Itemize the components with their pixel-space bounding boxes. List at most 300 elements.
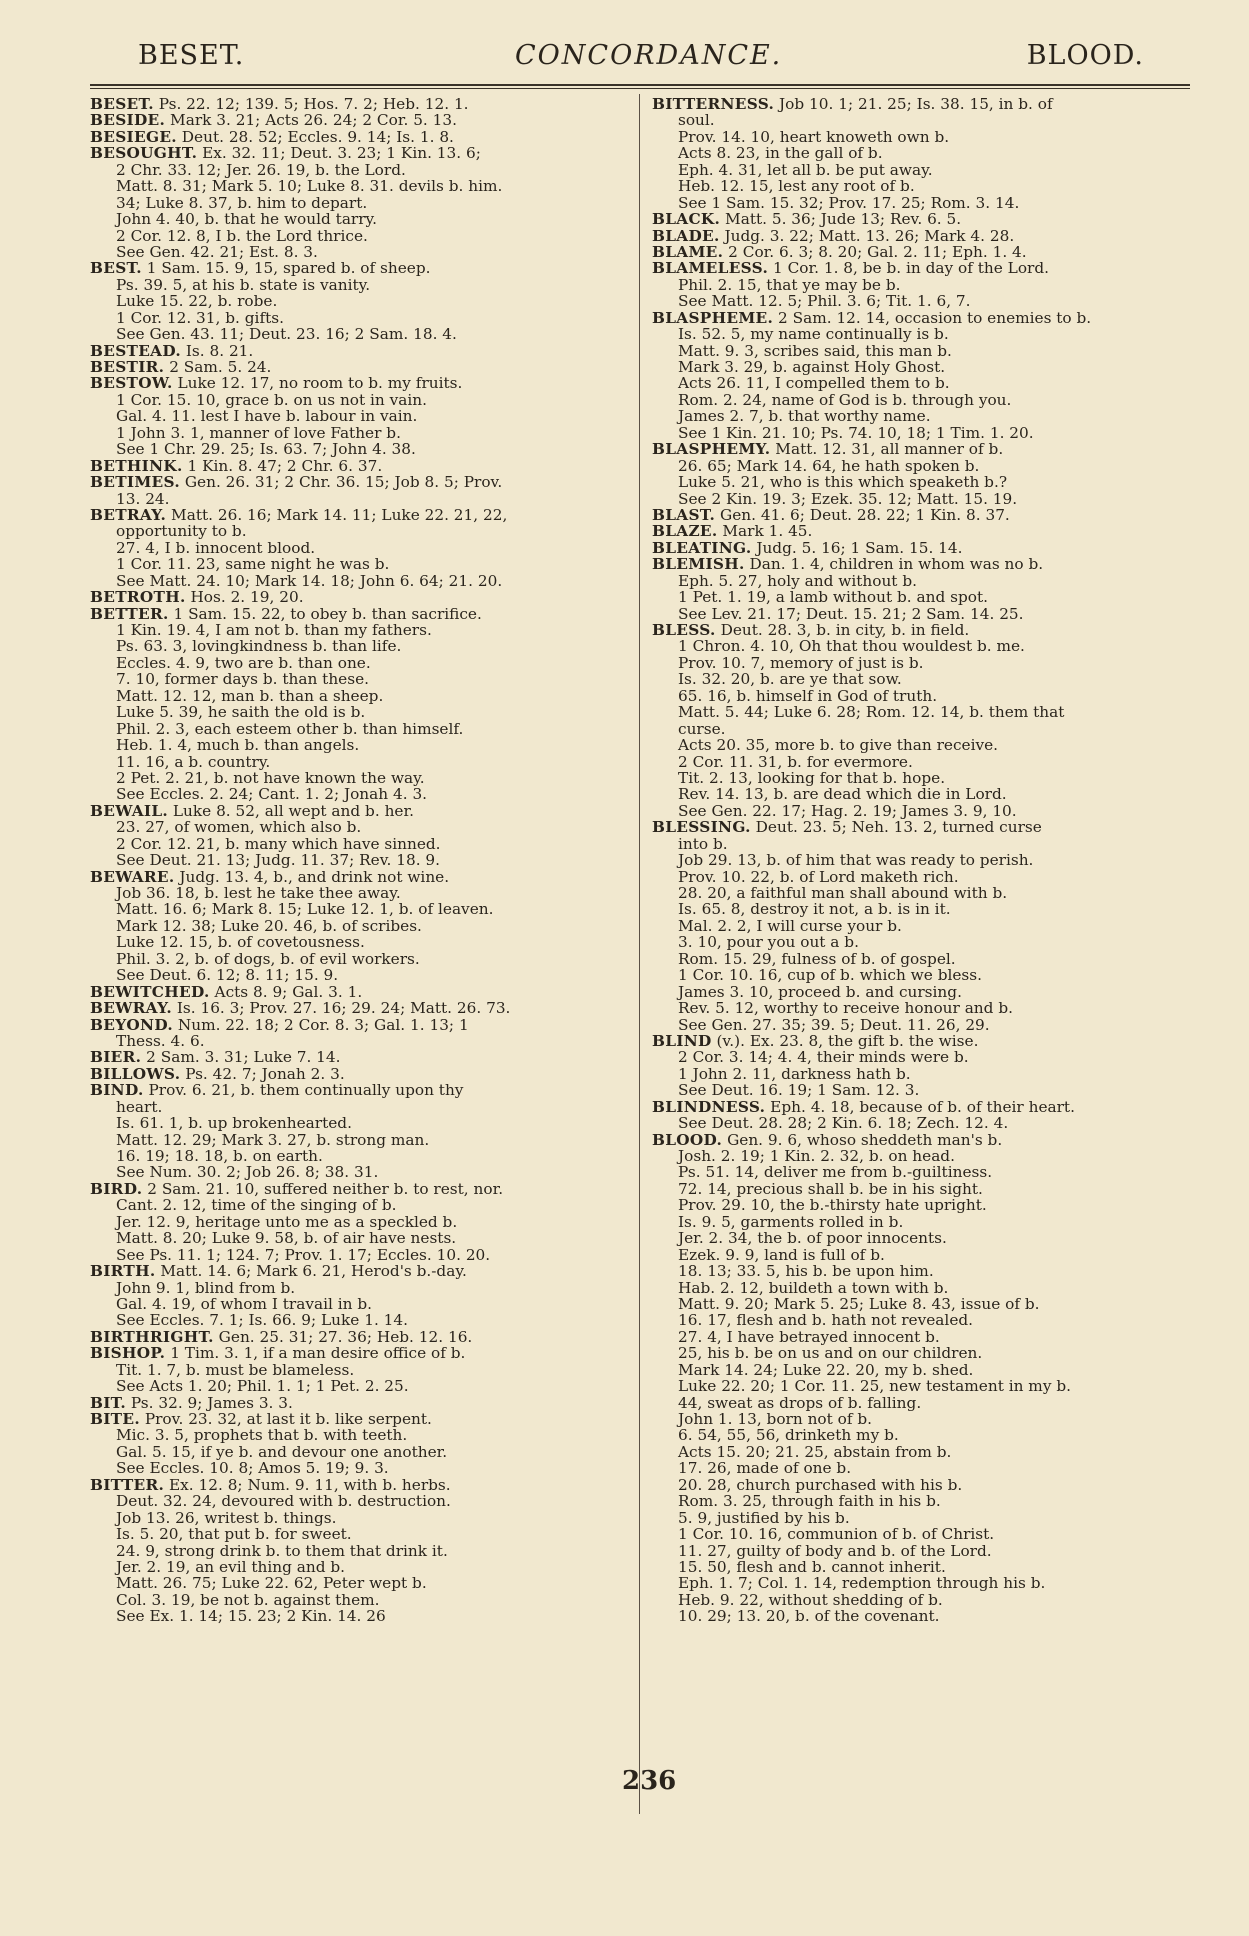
reference-text: Matt. 5. 36; Jude 13; Rev. 6. 5. <box>725 211 962 228</box>
reference-text: 44, sweat as drops of b. falling. <box>678 1394 922 1411</box>
entry-continuation-line <box>90 491 635 507</box>
entry-headword-line <box>90 458 635 474</box>
reference-text: Acts 15. 20; 21. 25, abstain from b. <box>678 1443 952 1461</box>
reference-text: Jer. 2. 34, the b. of poor innocents. <box>678 1230 947 1247</box>
entry-continuation-line <box>652 1510 1197 1526</box>
reference-text: Rev. 5. 12, worthy to receive honour and b. <box>678 1000 1013 1017</box>
entry-continuation-line <box>652 836 1197 852</box>
entry-continuation-line <box>652 1608 1197 1624</box>
entry-continuation-line <box>90 244 635 260</box>
entry-continuation-line <box>652 852 1197 868</box>
reference-text: See Matt. 24. 10; Mark 14. 18; John 6. 64; 21. 20. <box>116 572 503 590</box>
reference-text: Deut. 28. 52; Eccles. 9. 14; Is. 1. 8. <box>181 128 454 146</box>
entry-headword-line <box>652 622 1197 638</box>
reference-text: 23. 27, of women, which also b. <box>116 819 362 836</box>
entry-continuation-line <box>90 540 635 556</box>
entry-continuation-line <box>652 1181 1197 1197</box>
reference-text: 5. 9, justified by his b. <box>678 1509 850 1527</box>
entry-continuation-line <box>90 392 635 408</box>
entry-continuation-line <box>90 721 635 737</box>
headword: BEWARE. <box>90 868 175 885</box>
reference-text: Acts 26. 11, I compelled them to b. <box>678 375 950 392</box>
reference-text: 1 Cor. 15. 10, grace b. on us not in vain. <box>116 391 428 409</box>
entry-continuation-line <box>90 326 635 342</box>
entry-headword-line <box>90 1017 635 1033</box>
entry-continuation-line <box>652 343 1197 359</box>
headword: BESTOW. <box>90 375 173 392</box>
entry-continuation-line <box>652 392 1197 408</box>
headword: BESIEGE. <box>90 128 177 146</box>
entry-headword-line <box>90 984 635 1000</box>
reference-text: See Ex. 1. 14; 15. 23; 2 Kin. 14. 26 <box>116 1608 386 1625</box>
entry-continuation-line <box>90 277 635 293</box>
entry-continuation-line <box>652 1362 1197 1378</box>
headword: BIRTH. <box>90 1263 156 1280</box>
reference-text: 1 Kin. 19. 4, I am not b. than my fathers. <box>116 622 432 639</box>
reference-text: Judg. 5. 16; 1 Sam. 15. 14. <box>756 539 963 557</box>
headword: BIRD. <box>90 1180 143 1198</box>
reference-text: 20. 28, church purchased with his b. <box>678 1476 963 1494</box>
entry-headword-line <box>90 1329 635 1345</box>
entry-continuation-line <box>652 951 1197 967</box>
reference-text: See Deut. 16. 19; 1 Sam. 12. 3. <box>678 1082 920 1099</box>
reference-text: Is. 61. 1, b. up brokenhearted. <box>116 1115 352 1132</box>
entry-continuation-line <box>652 1230 1197 1246</box>
entry-continuation-line <box>652 573 1197 589</box>
reference-text: Prov. 23. 32, at last it b. like serpent. <box>144 1411 432 1428</box>
headword: BLINDNESS. <box>652 1098 766 1116</box>
headword: BLAST. <box>652 506 716 524</box>
headword: BLAZE. <box>652 523 718 540</box>
reference-text: Gal. 4. 19, of whom I travail in b. <box>116 1295 373 1313</box>
page-number: 236 <box>622 1766 677 1796</box>
reference-text: Mark 3. 21; Acts 26. 24; 2 Cor. 5. 13. <box>170 112 457 129</box>
entry-continuation-line <box>90 1247 635 1263</box>
entry-continuation-line <box>652 1049 1197 1065</box>
entry-continuation-line <box>652 178 1197 194</box>
reference-text: See Gen. 42. 21; Est. 8. 3. <box>116 243 318 261</box>
reference-text: Luke 5. 21, who is this which speaketh b.? <box>678 474 1008 491</box>
entry-continuation-line <box>652 408 1197 424</box>
entry-continuation-line <box>652 1066 1197 1082</box>
entry-continuation-line <box>652 671 1197 687</box>
reference-text: Luke 12. 17, no room to b. my fruits. <box>177 375 463 392</box>
entry-continuation-line <box>90 228 635 244</box>
entry-continuation-line <box>90 819 635 835</box>
reference-text: Job 36. 18, b. lest he take thee away. <box>116 885 401 902</box>
reference-text: Eccles. 4. 9, two are b. than one. <box>116 654 371 672</box>
entry-continuation-line <box>90 178 635 194</box>
reference-text: soul. <box>678 112 715 129</box>
entry-continuation-line <box>652 786 1197 802</box>
entry-headword-line <box>90 606 635 622</box>
entry-continuation-line <box>652 425 1197 441</box>
headword: BESTEAD. <box>90 342 181 359</box>
entry-headword-line <box>90 343 635 359</box>
reference-text: Judg. 13. 4, b., and drink not wine. <box>179 868 450 885</box>
entry-headword-line <box>90 129 635 145</box>
reference-text: Thess. 4. 6. <box>116 1032 205 1050</box>
reference-text: See Matt. 12. 5; Phil. 3. 6; Tit. 1. 6, 7. <box>678 293 971 310</box>
headword: BESOUGHT. <box>90 145 198 162</box>
entry-continuation-line <box>652 112 1197 128</box>
reference-text: Ezek. 9. 9, land is full of b. <box>678 1246 885 1264</box>
reference-text: Prov. 6. 21, b. them continually upon thy <box>148 1082 464 1099</box>
reference-text: Is. 32. 20, b. are ye that sow. <box>678 671 902 688</box>
entry-continuation-line <box>90 1592 635 1608</box>
reference-text: Heb. 12. 15, lest any root of b. <box>678 178 915 195</box>
reference-text: Gen. 9. 6, whoso sheddeth man's b. <box>727 1131 1003 1148</box>
entry-continuation-line <box>652 1082 1197 1098</box>
reference-text: 1 John 2. 11, darkness hath b. <box>678 1065 911 1083</box>
reference-text: 16. 19; 18. 18, b. on earth. <box>116 1148 323 1165</box>
reference-text: Matt. 26. 16; Mark 14. 11; Luke 22. 21, 22, <box>171 506 508 524</box>
entry-headword-line <box>90 1000 635 1016</box>
reference-text: John 1. 13, born not of b. <box>678 1411 873 1428</box>
reference-text: into b. <box>678 835 728 853</box>
reference-text: Is. 8. 21. <box>185 342 254 359</box>
reference-text: See Deut. 28. 28; 2 Kin. 6. 18; Zech. 12. 4. <box>678 1115 1009 1132</box>
headword: BITTER. <box>90 1476 165 1494</box>
reference-text: Phil. 3. 2, b. of dogs, b. of evil workers. <box>116 950 420 968</box>
reference-text: 2 Cor. 11. 31, b. for evermore. <box>678 753 913 770</box>
reference-text: Ex. 12. 8; Num. 9. 11, with b. herbs. <box>168 1476 451 1494</box>
entry-headword-line <box>652 819 1197 835</box>
entry-headword-line <box>90 507 635 523</box>
headword: BLOOD. <box>652 1131 723 1148</box>
entry-continuation-line <box>652 1263 1197 1279</box>
reference-text: Matt. 8. 20; Luke 9. 58, b. of air have nests. <box>116 1230 457 1247</box>
entry-headword-line <box>90 1049 635 1065</box>
headword: BEYOND. <box>90 1016 173 1033</box>
entry-continuation-line <box>652 918 1197 934</box>
entry-continuation-line <box>652 1214 1197 1230</box>
reference-text: Heb. 9. 22, without shedding of b. <box>678 1591 943 1609</box>
entry-headword-line <box>90 1411 635 1427</box>
reference-text: Rev. 14. 13, b. are dead which die in Lord. <box>678 786 1007 803</box>
headword: BETROTH. <box>90 589 186 606</box>
entry-continuation-line <box>652 1493 1197 1509</box>
entry-continuation-line <box>90 655 635 671</box>
right-column <box>652 96 1197 1625</box>
reference-text: Tit. 1. 7, b. must be blameless. <box>116 1361 355 1379</box>
reference-text: Acts 8. 23, in the gall of b. <box>678 145 883 162</box>
entry-continuation-line <box>652 1345 1197 1361</box>
reference-text: Matt. 14. 6; Mark 6. 21, Herod's b.-day. <box>160 1263 467 1280</box>
header-title: CONCORDANCE. <box>515 40 783 71</box>
reference-text: Ps. 63. 3, lovingkindness b. than life. <box>116 638 402 655</box>
reference-text: Ps. 32. 9; James 3. 3. <box>130 1394 293 1411</box>
reference-text: 1 Tim. 3. 1, if a man desire office of b. <box>170 1345 466 1362</box>
reference-text: Phil. 2. 15, that ye may be b. <box>678 276 901 294</box>
reference-text: James 3. 10, proceed b. and cursing. <box>678 983 962 1001</box>
reference-text: Deut. 23. 5; Neh. 13. 2, turned curse <box>755 819 1042 836</box>
entry-continuation-line <box>652 721 1197 737</box>
headword: BIND. <box>90 1082 144 1099</box>
reference-text: Luke 12. 15, b. of covetousness. <box>116 934 365 951</box>
reference-text: Rom. 3. 25, through faith in his b. <box>678 1493 941 1510</box>
entry-continuation-line <box>652 474 1197 490</box>
entry-headword-line <box>652 310 1197 326</box>
reference-text: 1 Cor. 10. 16, cup of b. which we bless. <box>678 967 982 984</box>
entry-continuation-line <box>652 1329 1197 1345</box>
entry-continuation-line <box>90 1460 635 1476</box>
entry-continuation-line <box>90 1608 635 1624</box>
reference-text: Luke 22. 20; 1 Cor. 11. 25, new testament in my b. <box>678 1378 1071 1395</box>
entry-headword-line <box>90 1345 635 1361</box>
headword: BESET. <box>90 96 154 113</box>
reference-text: Job 29. 13, b. of him that was ready to perish. <box>678 852 1034 869</box>
entry-headword-line <box>90 96 635 112</box>
entry-headword-line <box>90 474 635 490</box>
reference-text: 2 Chr. 33. 12; Jer. 26. 19, b. the Lord. <box>116 161 406 179</box>
reference-text: Matt. 12. 29; Mark 3. 27, b. strong man. <box>116 1131 430 1148</box>
reference-text: Eph. 4. 18, because of b. of their heart. <box>770 1098 1075 1116</box>
reference-text: Mark 1. 45. <box>722 523 813 540</box>
reference-text: Job 13. 26, writest b. things. <box>116 1509 337 1527</box>
entry-continuation-line <box>90 1115 635 1131</box>
entry-headword-line <box>90 1263 635 1279</box>
headword: BLAME. <box>652 243 724 261</box>
reference-text: Prov. 29. 10, the b.-thirsty hate upright. <box>678 1197 987 1214</box>
reference-text: 1 Cor. 1. 8, be b. in day of the Lord. <box>772 260 1049 277</box>
headword: BLIND <box>652 1032 712 1050</box>
entry-continuation-line <box>90 556 635 572</box>
entry-continuation-line <box>652 589 1197 605</box>
reference-text: Tit. 2. 13, looking for that b. hope. <box>678 769 946 787</box>
reference-text: See Acts 1. 20; Phil. 1. 1; 1 Pet. 2. 25. <box>116 1378 409 1395</box>
reference-text: Ex. 32. 11; Deut. 3. 23; 1 Kin. 13. 6; <box>202 145 481 162</box>
entry-continuation-line <box>652 162 1197 178</box>
entry-continuation-line <box>90 211 635 227</box>
entry-continuation-line <box>90 1296 635 1312</box>
entry-continuation-line <box>90 1148 635 1164</box>
reference-text: 72. 14, precious shall b. be in his sight. <box>678 1180 983 1198</box>
entry-headword-line <box>90 803 635 819</box>
reference-text: 28. 20, a faithful man shall abound with b. <box>678 885 1008 902</box>
entry-continuation-line <box>90 1378 635 1394</box>
entry-continuation-line <box>652 1559 1197 1575</box>
reference-text: Matt. 8. 31; Mark 5. 10; Luke 8. 31. devils b. him. <box>116 178 503 195</box>
entry-continuation-line <box>90 737 635 753</box>
reference-text: Matt. 9. 3, scribes said, this man b. <box>678 342 952 359</box>
entry-continuation-line <box>652 1444 1197 1460</box>
reference-text: Prov. 10. 22, b. of Lord maketh rich. <box>678 868 959 885</box>
entry-headword-line <box>652 540 1197 556</box>
entry-headword-line <box>652 441 1197 457</box>
entry-headword-line <box>652 211 1197 227</box>
reference-text: 65. 16, b. himself in God of truth. <box>678 687 938 705</box>
reference-text: Mark 3. 29, b. against Holy Ghost. <box>678 359 946 376</box>
reference-text: Job 10. 1; 21. 25; Is. 38. 15, in b. of <box>779 96 1053 113</box>
entry-continuation-line <box>652 1296 1197 1312</box>
headword: BEWRAY. <box>90 1000 172 1017</box>
reference-text: Prov. 10. 7, memory of just is b. <box>678 654 924 672</box>
reference-text: Gen. 25. 31; 27. 36; Heb. 12. 16. <box>218 1328 473 1346</box>
headword: BLADE. <box>652 227 720 244</box>
left-column <box>90 96 635 1625</box>
entry-continuation-line <box>652 1312 1197 1328</box>
reference-text: Eph. 1. 7; Col. 1. 14, redemption through his b. <box>678 1575 1046 1592</box>
reference-text: Prov. 14. 10, heart knoweth own b. <box>678 128 950 146</box>
reference-text: 1 Cor. 11. 23, same night he was b. <box>116 556 390 573</box>
headword: BETIMES. <box>90 474 180 491</box>
entry-continuation-line <box>652 1017 1197 1033</box>
entry-continuation-line <box>652 1427 1197 1443</box>
reference-text: See Eccles. 7. 1; Is. 66. 9; Luke 1. 14. <box>116 1312 409 1329</box>
reference-text: 13. 24. <box>116 490 170 507</box>
entry-headword-line <box>652 260 1197 276</box>
entry-continuation-line <box>652 1592 1197 1608</box>
entry-continuation-line <box>90 770 635 786</box>
reference-text: Luke 15. 22, b. robe. <box>116 293 278 310</box>
entry-continuation-line <box>90 1197 635 1213</box>
reference-text: 2 Sam. 3. 31; Luke 7. 14. <box>146 1049 341 1066</box>
entry-continuation-line <box>652 770 1197 786</box>
reference-text: 27. 4, I have betrayed innocent b. <box>678 1328 940 1346</box>
headword: BLACK. <box>652 211 721 228</box>
reference-text: Matt. 12. 31, all manner of b. <box>775 441 1004 458</box>
headword: BIER. <box>90 1049 142 1066</box>
entry-continuation-line <box>90 162 635 178</box>
reference-text: Matt. 9. 20; Mark 5. 25; Luke 8. 43, issue of b. <box>678 1295 1040 1313</box>
entry-continuation-line <box>652 1543 1197 1559</box>
entry-continuation-line <box>90 754 635 770</box>
entry-continuation-line <box>90 1543 635 1559</box>
entry-continuation-line <box>90 1214 635 1230</box>
reference-text: See Gen. 22. 17; Hag. 2. 19; James 3. 9, 10. <box>678 802 1017 820</box>
entry-continuation-line <box>90 786 635 802</box>
entry-continuation-line <box>90 1099 635 1115</box>
entry-continuation-line <box>90 934 635 950</box>
reference-text: Gal. 4. 11. lest I have b. labour in vain. <box>116 408 418 425</box>
reference-text: Jer. 12. 9, heritage unto me as a speckled b. <box>116 1213 458 1231</box>
entry-continuation-line <box>652 1148 1197 1164</box>
entry-continuation-line <box>90 918 635 934</box>
headword: BETTER. <box>90 605 169 622</box>
reference-text: 1 Sam. 15. 9, 15, spared b. of sheep. <box>146 260 431 277</box>
entry-continuation-line <box>652 1395 1197 1411</box>
reference-text: (v.). Ex. 23. 8, the gift b. the wise. <box>716 1032 979 1050</box>
reference-text: Ps. 42. 7; Jonah 2. 3. <box>185 1065 345 1083</box>
entry-headword-line <box>90 145 635 161</box>
headword: BEWAIL. <box>90 802 168 820</box>
headword: BIT. <box>90 1394 127 1411</box>
entry-headword-line <box>90 1181 635 1197</box>
headword: BLEATING. <box>652 539 752 557</box>
reference-text: Gen. 26. 31; 2 Chr. 36. 15; Job 8. 5; Prov. <box>184 474 503 491</box>
reference-text: Num. 22. 18; 2 Cor. 8. 3; Gal. 1. 13; 1 <box>177 1016 469 1033</box>
reference-text: Heb. 1. 4, much b. than angels. <box>116 737 360 754</box>
entry-continuation-line <box>652 967 1197 983</box>
reference-text: 3. 10, pour you out a b. <box>678 934 859 951</box>
entry-continuation-line <box>90 1559 635 1575</box>
reference-text: 11. 16, a b. country. <box>116 753 271 770</box>
entry-continuation-line <box>90 1493 635 1509</box>
entry-headword-line <box>90 1395 635 1411</box>
entry-continuation-line <box>90 622 635 638</box>
reference-text: Is. 65. 8, destroy it not, a b. is in it. <box>678 901 951 918</box>
entry-continuation-line <box>652 1526 1197 1542</box>
reference-text: Rom. 2. 24, name of God is b. through you. <box>678 391 1012 409</box>
entry-continuation-line <box>652 277 1197 293</box>
reference-text: 15. 50, flesh and b. cannot inherit. <box>678 1558 946 1576</box>
reference-text: 1 John 3. 1, manner of love Father b. <box>116 424 401 442</box>
reference-text: James 2. 7, b. that worthy name. <box>678 408 931 425</box>
reference-text: Cant. 2. 12, time of the singing of b. <box>116 1197 397 1214</box>
entry-headword-line <box>652 1132 1197 1148</box>
reference-text: Acts 8. 9; Gal. 3. 1. <box>214 983 363 1001</box>
headword: BETHINK. <box>90 457 183 475</box>
entry-continuation-line <box>90 1312 635 1328</box>
reference-text: 2 Cor. 6. 3; 8. 20; Gal. 2. 11; Eph. 1. 4. <box>728 243 1027 261</box>
reference-text: 1 Cor. 10. 16, communion of b. of Christ. <box>678 1526 995 1543</box>
header-rule <box>90 84 1190 86</box>
reference-text: See Eccles. 10. 8; Amos 5. 19; 9. 3. <box>116 1460 389 1477</box>
entry-continuation-line <box>652 491 1197 507</box>
reference-text: Matt. 12. 12, man b. than a sheep. <box>116 687 384 705</box>
reference-text: 1 Chron. 4. 10, Oh that thou wouldest b. me. <box>678 638 1025 655</box>
entry-continuation-line <box>652 145 1197 161</box>
reference-text: 6. 54, 55, 56, drinketh my b. <box>678 1427 899 1444</box>
reference-text: curse. <box>678 720 726 738</box>
entry-continuation-line <box>90 1230 635 1246</box>
reference-text: Is. 52. 5, my name continually is b. <box>678 326 949 343</box>
reference-text: heart. <box>116 1098 163 1116</box>
entry-continuation-line <box>90 573 635 589</box>
reference-text: 1 Cor. 12. 31, b. gifts. <box>116 309 284 327</box>
headword: BITE. <box>90 1411 140 1428</box>
reference-text: Is. 5. 20, that put b. for sweet. <box>116 1526 352 1543</box>
entry-headword-line <box>652 244 1197 260</box>
headword: BLASPHEME. <box>652 309 774 327</box>
reference-text: 10. 29; 13. 20, b. of the covenant. <box>678 1608 940 1625</box>
entry-continuation-line <box>90 1510 635 1526</box>
reference-text: Deut. 28. 3, b. in city, b. in field. <box>720 622 970 639</box>
reference-text: Luke 8. 52, all wept and b. her. <box>172 802 414 820</box>
entry-continuation-line <box>652 737 1197 753</box>
entry-continuation-line <box>90 671 635 687</box>
entry-continuation-line <box>652 803 1197 819</box>
reference-text: Matt. 5. 44; Luke 6. 28; Rom. 12. 14, b. them that <box>678 704 1065 721</box>
reference-text: See Gen. 27. 35; 39. 5; Deut. 11. 26, 29. <box>678 1016 990 1033</box>
entry-headword-line <box>90 589 635 605</box>
reference-text: Is. 16. 3; Prov. 27. 16; 29. 24; Matt. 26. 73. <box>176 1000 511 1017</box>
entry-continuation-line <box>652 195 1197 211</box>
headword: BETRAY. <box>90 506 167 524</box>
entry-continuation-line <box>652 901 1197 917</box>
reference-text: Dan. 1. 4, children in whom was no b. <box>749 556 1044 573</box>
entry-headword-line <box>652 507 1197 523</box>
entry-continuation-line <box>90 1526 635 1542</box>
entry-continuation-line <box>652 375 1197 391</box>
reference-text: See 2 Kin. 19. 3; Ezek. 35. 12; Matt. 15. 19. <box>678 490 1018 507</box>
reference-text: Deut. 32. 24, devoured with b. destruction. <box>116 1493 451 1510</box>
entry-continuation-line <box>90 425 635 441</box>
entry-continuation-line <box>652 1280 1197 1296</box>
entry-continuation-line <box>90 441 635 457</box>
reference-text: See Num. 30. 2; Job 26. 8; 38. 31. <box>116 1164 379 1181</box>
headword: BISHOP. <box>90 1345 166 1362</box>
entry-headword-line <box>652 228 1197 244</box>
reference-text: 2 Pet. 2. 21, b. not have known the way. <box>116 769 425 787</box>
entry-headword-line <box>90 1477 635 1493</box>
headword: BLAMELESS. <box>652 260 769 277</box>
reference-text: 27. 4, I b. innocent blood. <box>116 539 316 557</box>
headword: BLEMISH. <box>652 556 745 573</box>
headword: BLESSING. <box>652 819 751 836</box>
headword: BEWITCHED. <box>90 983 210 1001</box>
